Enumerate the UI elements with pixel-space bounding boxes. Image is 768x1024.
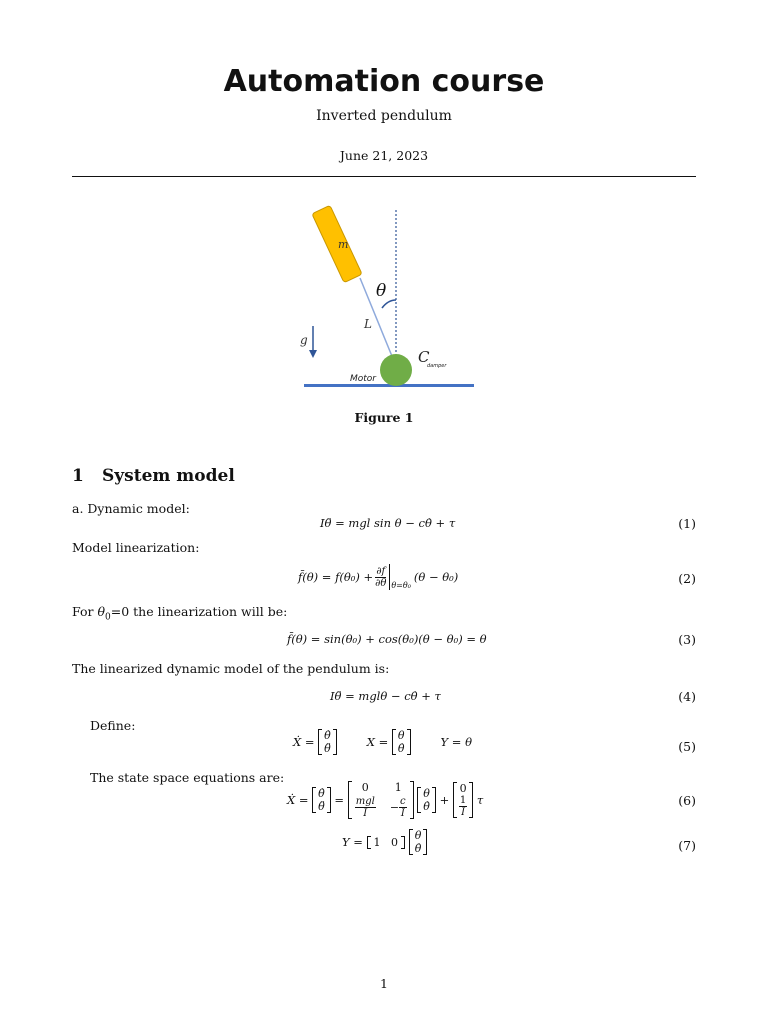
equation-1: Iθ̈ = mgl sin θ − cθ̇ + τ	[320, 516, 456, 530]
equation-7: Y = 1 0 θ θ̇	[342, 829, 427, 855]
paper-subtitle: Inverted pendulum	[316, 108, 452, 124]
paper-title: Automation course	[223, 64, 545, 99]
equation-2-rhs: (θ − θ₀)	[413, 570, 459, 584]
pendulum-figure	[290, 200, 490, 400]
equation-4: Iθ̈ = mglθ − cθ̇ + τ	[330, 689, 441, 703]
equation-5: Ẋ = θ̇ θ̈ X = θ θ̇ Y = θ	[293, 729, 472, 755]
theta-label: θ	[376, 281, 387, 301]
linearized-intro: The linearized dynamic model of the pendulum is:	[72, 661, 390, 676]
equation-number-7: (7)	[678, 838, 696, 853]
equation-number-4: (4)	[678, 689, 696, 704]
paper-date: June 21, 2023	[339, 148, 429, 163]
equation-3: f̄(θ) = sin(θ₀) + cos(θ₀)(θ − θ₀) = θ	[287, 632, 487, 646]
equation-number-5: (5)	[678, 739, 696, 754]
equation-6: Ẋ = θ̇ θ̈ = 0 1 $\frac{\text{mgl}}{I}$ − $\frac{c}{I}$ θ θ̇ + 0 $\frac{1}{I}$ τ	[287, 781, 484, 819]
section-number: 1	[72, 466, 84, 486]
ground-line	[304, 384, 474, 387]
equation-number-2: (2)	[678, 571, 696, 586]
dynamic-model-label: a. Dynamic model:	[72, 501, 190, 516]
define-label: Define:	[90, 718, 136, 733]
equation-2: f̄(θ) = f(θ₀) + $\frac{\partial f}{\partial\theta}$ θ=θ₀ (θ − θ₀)	[298, 565, 459, 590]
equation-number-6: (6)	[678, 793, 696, 808]
partial-derivative: $\frac{\partial f}{\partial\theta}$	[375, 565, 387, 589]
for-theta-sentence: For $\theta_0=0$ the linearization will be:	[72, 604, 288, 623]
theta-arc	[382, 300, 396, 308]
length-label: L	[364, 317, 372, 331]
equation-2-lhs: f̄(θ) = f(θ₀) +	[298, 570, 374, 584]
model-linearization-label: Model linearization:	[72, 540, 200, 555]
header-rule	[72, 176, 696, 177]
motor-label: Motor	[350, 374, 377, 384]
section-title: System model	[102, 466, 235, 486]
pendulum-mass	[312, 205, 362, 282]
motor-circle	[380, 354, 412, 386]
damper-label: C	[418, 348, 430, 366]
figure-caption: Figure 1	[354, 410, 414, 425]
gravity-label: g	[300, 333, 308, 347]
section-heading	[72, 466, 235, 486]
mass-label: m	[338, 238, 349, 251]
state-space-label: The state space equations are:	[90, 770, 285, 785]
equation-number-1: (1)	[678, 516, 696, 531]
equation-number-3: (3)	[678, 632, 696, 647]
page-number: 1	[380, 976, 388, 991]
damper-subscript: damper	[427, 363, 447, 369]
